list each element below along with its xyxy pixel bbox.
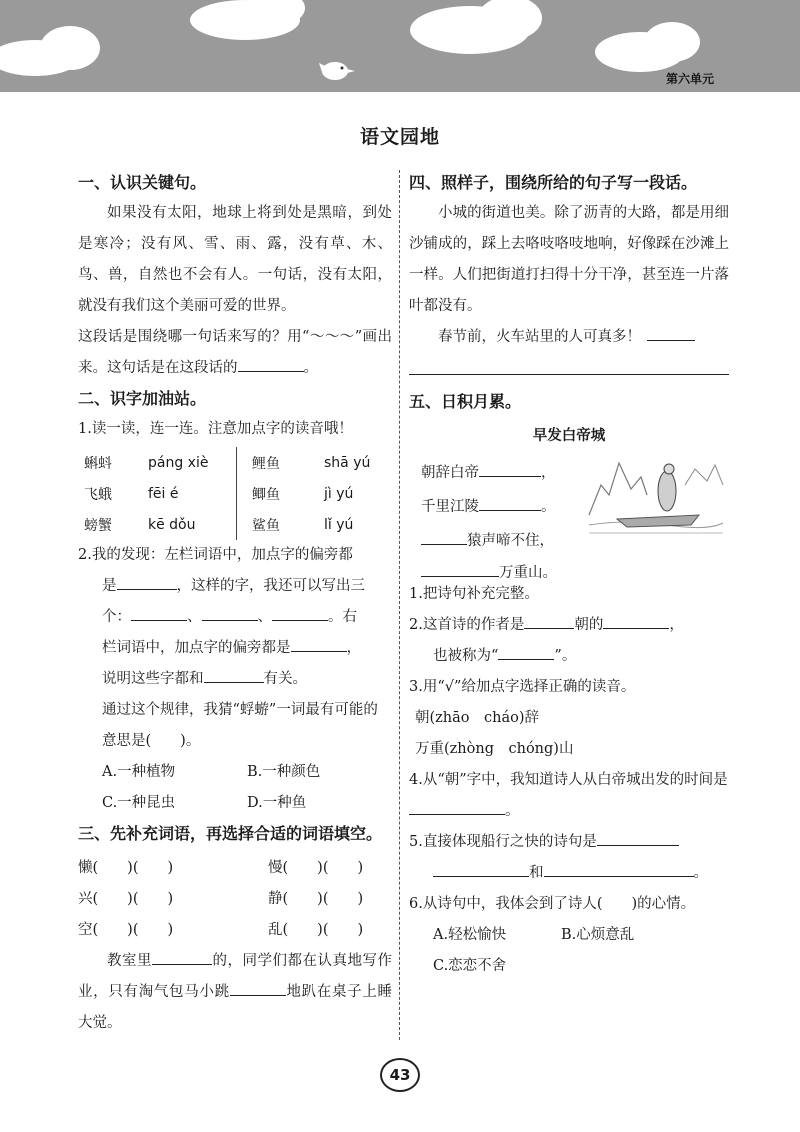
section-1-passage: 如果没有太阳，地球上将到处是黑暗，到处是寒冷；没有风、雪、雨、露，没有草、木、鸟、兽，自然也不会有人。一句话，没有太阳，就没有我们这个美丽可爱的世界。 xyxy=(78,205,392,314)
section-5-q5: 5.直接体现船行之快的诗句是 xyxy=(409,827,729,858)
section-5-q4: 4.从“朝”字中，我知道诗人从白帝城出发的时间是。 xyxy=(409,772,728,819)
table-row xyxy=(78,447,370,478)
match-word: 蝌蚪 xyxy=(84,455,112,472)
answer-blank[interactable] xyxy=(131,603,187,621)
section-2-q2-guess: 通过这个规律，我猜“蜉蝣”一词最有可能的意思是( )。 xyxy=(102,702,378,749)
section-4-passage: 小城的街道也美。除了沥青的大路，都是用细沙铺成的，踩上去咯吱咯吱地响，好像踩在沙滩上一样。人们把街道打扫得十分干净，甚至连一片落叶都没有。 xyxy=(409,205,729,314)
match-word: 鲨鱼 xyxy=(252,517,280,534)
poem-block xyxy=(409,451,729,579)
choice-option[interactable]: A.轻松愉快 xyxy=(433,927,507,943)
word-fill-item[interactable]: 兴( )( ) xyxy=(78,891,174,907)
section-5-q6: 6.从诗句中，我体会到了诗人( )的心情。 xyxy=(409,896,696,912)
word-fill-item[interactable]: 静( )( ) xyxy=(268,891,364,907)
answer-blank[interactable] xyxy=(238,354,304,372)
column-divider xyxy=(399,170,400,1040)
word-fill-item[interactable]: 空( )( ) xyxy=(78,922,174,938)
match-pinyin: páng xiè xyxy=(148,454,209,471)
section-2-q2-line: 是 ，这样的字，我还可以写出三 xyxy=(78,571,392,602)
poem-line: 千里江陵 。 xyxy=(421,493,556,516)
section-1-question xyxy=(78,322,392,384)
answer-blank[interactable] xyxy=(272,603,328,621)
answer-blank[interactable] xyxy=(291,634,347,652)
section-5-q2: 2.这首诗的作者是 朝的 ， xyxy=(409,610,729,641)
answer-blank[interactable] xyxy=(117,572,177,590)
poem-title: 早发白帝城 xyxy=(532,428,606,444)
match-word: 飞蛾 xyxy=(84,486,112,503)
section-2-q2-line: 说明这些字都和 有关。 xyxy=(78,664,392,695)
match-pinyin: fēi é xyxy=(148,485,179,502)
table-row xyxy=(78,851,363,882)
choice-option[interactable]: B.一种颜色 xyxy=(247,764,321,780)
match-pinyin: lǐ yú xyxy=(324,516,354,533)
table-row xyxy=(78,882,363,913)
section-2-q2-line: 栏词语中，加点字的偏旁都是 ， xyxy=(78,633,392,664)
section-2-q2-line: 个： 、 、 。右 xyxy=(78,602,392,633)
match-pinyin: kē dǒu xyxy=(148,516,196,533)
match-word: 鲫鱼 xyxy=(252,486,280,503)
match-word: 鲤鱼 xyxy=(252,455,280,472)
match-table xyxy=(78,447,370,540)
word-fill-item[interactable]: 乱( )( ) xyxy=(268,922,364,938)
word-fill-table xyxy=(78,851,363,944)
choice-option[interactable]: C.恋恋不舍 xyxy=(433,958,507,974)
choice-options xyxy=(78,788,392,819)
word-fill-item[interactable]: 慢( )( ) xyxy=(268,860,364,876)
choice-options xyxy=(78,757,392,788)
answer-blank[interactable] xyxy=(498,642,554,660)
answer-blank[interactable] xyxy=(409,797,505,815)
match-pinyin: jì yú xyxy=(324,485,354,502)
page-title: 语文园地 xyxy=(359,126,440,148)
section-5-q3: 3.用“√”给加点字选择正确的读音。 xyxy=(409,679,636,695)
choice-option[interactable]: A.一种植物 xyxy=(102,764,176,780)
poem-line: 朝辞白帝 ， xyxy=(421,459,556,482)
answer-blank[interactable] xyxy=(230,978,286,996)
poem-line: 猿声啼不住， xyxy=(421,527,554,550)
choice-option[interactable]: C.一种昆虫 xyxy=(102,795,176,811)
table-row xyxy=(78,478,370,509)
punct: 。 xyxy=(303,360,318,376)
section-5-q1: 1.把诗句补充完整。 xyxy=(409,586,539,602)
answer-blank[interactable] xyxy=(421,559,499,577)
page-number: 43 xyxy=(380,1058,420,1092)
poet-boat-illustration xyxy=(587,455,725,537)
table-row xyxy=(78,913,363,944)
poem-line: 万重山。 xyxy=(421,559,557,582)
answer-blank[interactable] xyxy=(597,828,679,846)
section-5-q5-line: 和 。 xyxy=(409,858,729,889)
answer-blank[interactable] xyxy=(647,323,695,341)
section-3-heading: 三、先补充词语，再选择合适的词语填空。 xyxy=(78,824,383,843)
answer-blank[interactable] xyxy=(202,603,258,621)
answer-blank[interactable] xyxy=(479,459,541,477)
right-column xyxy=(409,168,729,982)
section-1-heading: 一、认识关键句。 xyxy=(78,173,207,192)
writing-line[interactable] xyxy=(409,355,729,375)
choice-option[interactable]: B.心烦意乱 xyxy=(561,927,635,943)
unit-label: 第六单元 xyxy=(665,72,714,86)
choice-options xyxy=(409,920,729,951)
section-2-q1: 1.读一读，连一连。注意加点字的读音哦！ xyxy=(78,421,353,437)
answer-blank[interactable] xyxy=(421,527,467,545)
section-2-q2: 2.我的发现：左栏词语中，加点字的偏旁都 xyxy=(78,547,353,563)
answer-blank[interactable] xyxy=(479,493,541,511)
section-1-question-text: 这段话是围绕哪一句话来写的？用“～～～”画出来。这句话是在这段话的 xyxy=(78,329,392,376)
left-column xyxy=(78,168,392,1039)
table-row xyxy=(78,509,370,540)
section-5-q2-line: 也被称为“ ”。 xyxy=(409,641,729,672)
word-fill-item[interactable]: 懒( )( ) xyxy=(78,860,174,876)
section-4-heading: 四、照样子，围绕所给的句子写一段话。 xyxy=(409,173,698,192)
answer-blank[interactable] xyxy=(152,947,212,965)
choice-option[interactable]: D.一种鱼 xyxy=(247,795,307,811)
section-4-prompt: 春节前，火车站里的人可真多！ xyxy=(409,322,729,353)
header-banner xyxy=(0,0,800,92)
answer-blank[interactable] xyxy=(544,859,694,877)
section-3-passage: 教室里 的，同学们都在认真地写作业，只有淘气包马小跳 地趴在桌子上睡大觉。 xyxy=(78,946,392,1039)
section-2-heading: 二、识字加油站。 xyxy=(78,389,207,408)
answer-blank[interactable] xyxy=(603,611,669,629)
match-word: 螃蟹 xyxy=(84,517,112,534)
section-5-heading: 五、日积月累。 xyxy=(409,392,522,411)
choice-options xyxy=(409,951,729,982)
match-pinyin: shā yú xyxy=(324,454,371,471)
pronunciation-choice[interactable]: 万重(zhòng chóng)山 xyxy=(415,741,574,757)
pronunciation-choice[interactable]: 朝(zhāo cháo)辞 xyxy=(415,710,540,726)
answer-blank[interactable] xyxy=(204,665,264,683)
bird-icon xyxy=(315,55,359,85)
answer-blank[interactable] xyxy=(524,611,574,629)
answer-blank[interactable] xyxy=(433,859,529,877)
